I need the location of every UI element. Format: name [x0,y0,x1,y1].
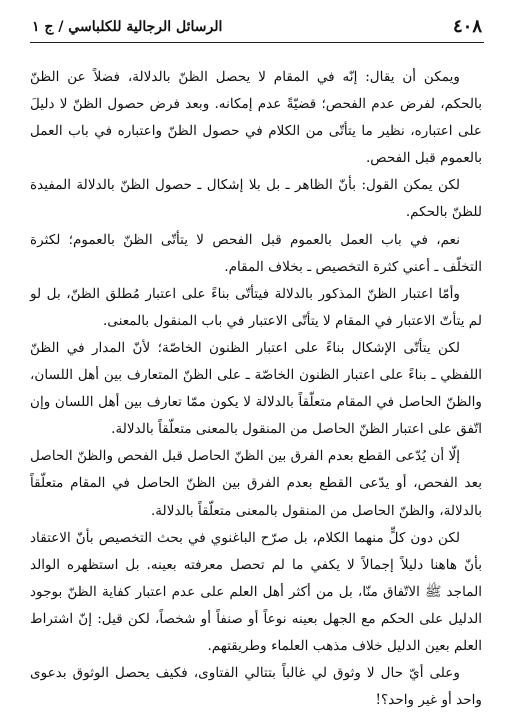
paragraph-1: ويمكن أن يقال: إنّه في المقام لا يحصل الظنّ بالدلالة، فضلاً عن الظنّ بالحكم، لفرض عدم الفحص؛ قضيّةً عدم إمكانه. وبعد فرض حصول الظنّ لا دليلَ على اعتباره، نظير ما يتأتّى من الكلام في حصول الظنّ واعتباره في باب العمل بالعموم قبل الفحص. [30,69,482,167]
page-body [30,64,482,714]
paragraph-6: إلّا أن يُدّعى القطع بعدم الفرق بين الظنّ الحاصل قبل الفحص والظنّ الحاصل بعد الفحص، أو يدّعى القطع بعدم الفرق بين الظنّ الحاصل في المقام متعلّقاً بالدلالة، والظنّ الحاصل من المنقول بالمعنى متعلّقاً بالدلالة. [30,448,482,519]
running-title: الرسائل الرجالية للكلباسي / ج ١ [32,19,223,35]
page-number: ٤٠٨ [452,16,482,37]
paragraph-4: وأمّا اعتبار الظنّ المذكور بالدلالة فيتأتّى بناءً على اعتبار مُطلق الظنّ، بل لو لم يتأتّ الاعتبار في المقام لا يتأتّى الاعتبار في باب المنقول بالمعنى. [30,285,482,329]
header-divider [30,42,484,43]
paragraph-2: لكن يمكن القول: بأنّ الظاهر ـ بل بلا إشكال ـ حصول الظنّ بالدلالة المفيدة للظنّ بالحكم. [30,177,482,221]
paragraph-5: لكن يتأتّى الإشكال بناءً على اعتبار الظنون الخاصّة؛ لأنّ المدار في الظنّ اللفظي ـ بناءً على اعتبار الظنون الخاصّة ـ على الظنّ المتعارف بين أهل اللسان، والظنّ الحاصل في المقام متعلّقاً بالدلالة لا يكون ممّا تعارف بين أهل اللسان وإن اتّفق على اعتبار الظنّ الحاصل من المنقول بالمعنى متعلّقاً بالدلالة. [30,339,482,438]
paragraph-3: نعم، في باب العمل بالعموم قبل الفحص لا يتأتّى الظنّ بالعموم؛ لكثرة التخلّف ـ أعني كثرة التخصيص ـ بخلاف المقام. [30,231,482,275]
page-header [32,14,482,40]
paragraph-7: لكن دون كلٍّ منهما الكلام، بل صرّح الباغنوي في بحث التخصيص بأنّ الاعتقاد بأنّ هاهنا دليلاً إجمالاً لا يكفي ما لم تحصل معرفته بعينه. بل استظهره الوالد الماجد ﷺ الاتّفاق منّا، بل من أكثر أهل العلم على عدم اعتبار كفاية الظنّ بوجود الدليل على الحكم مع الجهل بعينه نوعاً أو صنفاً أو شخصاً، لكن قيل: إنّ اشتراط العلم بعين الدليل خلاف مذهب العلماء وطريقتهم. [30,529,482,654]
paragraph-8: وعلى أيّ حال لا وثوق لي غالباً بتتالي الفتاوى، فكيف يحصل الوثوق بدعوى واحد أو غير واحد؟! [30,665,482,709]
